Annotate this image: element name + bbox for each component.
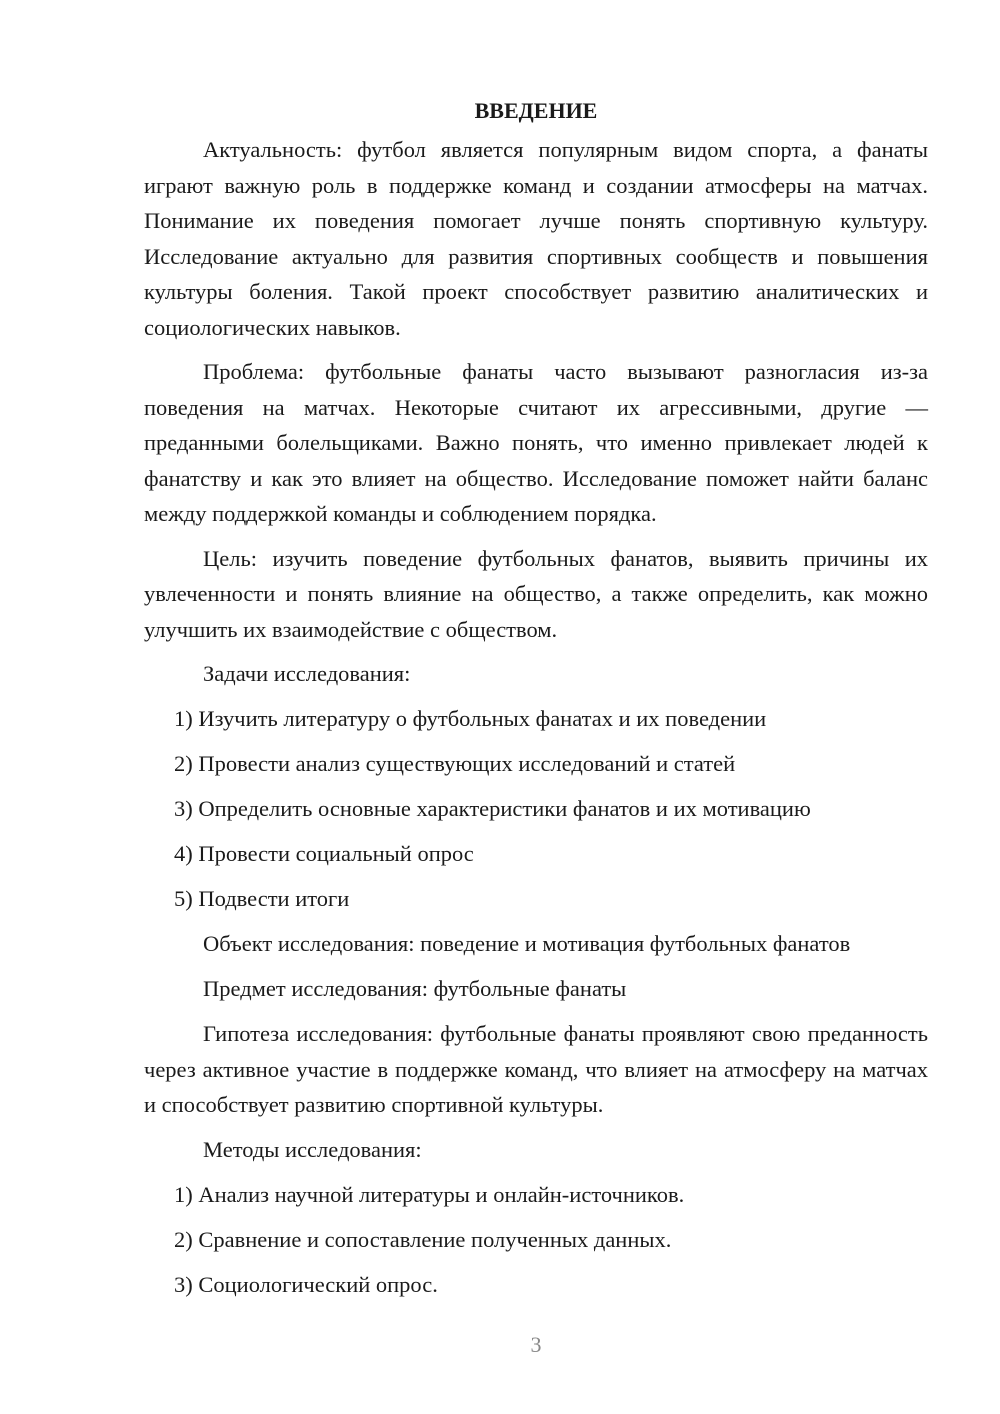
- task-item: 3) Определить основные характеристики фанатов и их мотивацию: [174, 796, 811, 821]
- page-number: 3: [530, 1332, 542, 1357]
- research-object: Объект исследования: поведение и мотивация футбольных фанатов: [203, 931, 851, 956]
- tasks-label: Задачи исследования:: [203, 661, 411, 686]
- methods-label: Методы исследования:: [203, 1136, 422, 1162]
- task-item: 1) Изучить литературу о футбольных фанатах и их поведении: [174, 706, 767, 731]
- relevance-paragraph: Актуальность: футбол является популярным видом спорта, а фанаты играют важную роль в поддержке команд и создании атмосферы на матчах. Понимание их поведения помогает лучше понять спортивную культуру. Исследование актуально для развития спортивных сообществ и повышения культуры боления. Такой проект способствует развитию аналитических и социологических навыков.: [144, 137, 928, 340]
- section-heading: ВВЕДЕНИЕ: [474, 98, 598, 123]
- task-item: 4) Провести социальный опрос: [174, 841, 474, 866]
- problem-paragraph: Проблема: футбольные фанаты часто вызывают разногласия из-за поведения на матчах. Некоторые считают их агрессивными, другие — преданными болельщиками. Важно понять, что именно привлекает людей к фанатству и как это влияет на общество. Исследование поможет найти баланс между поддержкой команды и соблюдением порядка.: [144, 359, 928, 526]
- task-item: 5) Подвести итоги: [174, 886, 350, 911]
- task-item: 2) Провести анализ существующих исследований и статей: [174, 751, 736, 776]
- method-item: 3) Социологический опрос.: [174, 1271, 438, 1297]
- research-subject: Предмет исследования: футбольные фанаты: [203, 976, 627, 1001]
- page-content: [144, 92, 928, 1312]
- goal-paragraph: Цель: изучить поведение футбольных фанатов, выявить причины их увлеченности и понять влияние на общество, а также определить, как можно улучшить их взаимодействие с обществом.: [144, 545, 928, 642]
- method-item: 1) Анализ научной литературы и онлайн-источников.: [174, 1181, 685, 1207]
- method-item: 2) Сравнение и сопоставление полученных данных.: [174, 1226, 672, 1252]
- hypothesis-paragraph: Гипотеза исследования: футбольные фанаты проявляют свою преданность через активное участие в поддержке команд, что влияет на атмосферу на матчах и способствует развитию спортивной культуры.: [144, 1021, 928, 1117]
